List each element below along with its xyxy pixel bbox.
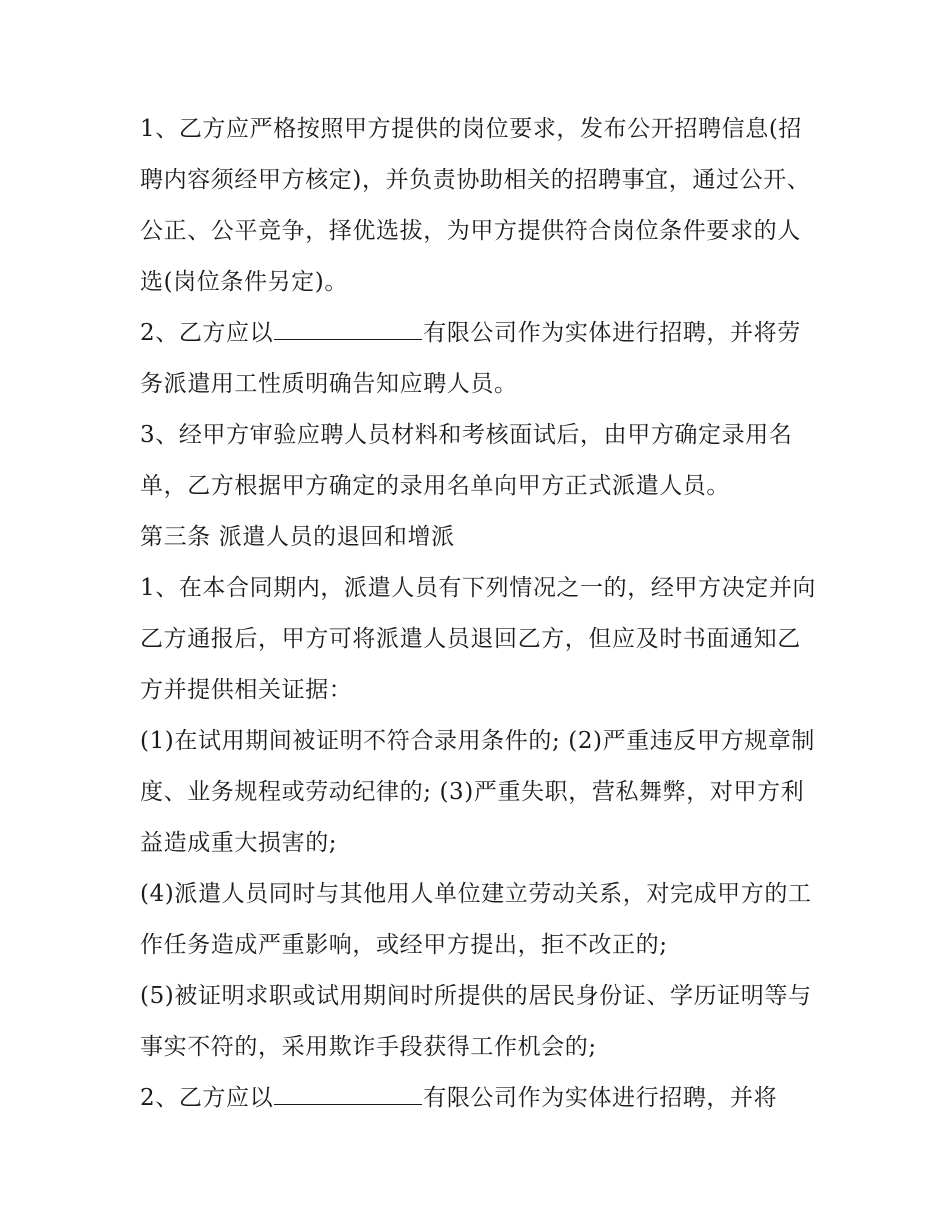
section-heading-article-3: 第三条 派遣人员的退回和增派 xyxy=(140,524,455,550)
document-body xyxy=(140,104,820,1124)
paragraph-hiring-list: 3、经甲方审验应聘人员材料和考核面试后，由甲方确定录用名单，乙方根据甲方确定的录用名单向甲方正式派遣人员。 xyxy=(140,422,793,499)
paragraph-suffix: 有限公司作为实体进行招聘，并将劳务派遣用工性质明确告知应聘人员。 xyxy=(140,320,801,397)
paragraph-suffix: 有限公司作为实体进行招聘，并将 xyxy=(423,1085,778,1111)
paragraph-prefix: 2、乙方应以 xyxy=(140,1085,274,1111)
paragraph-prefix: 2、乙方应以 xyxy=(140,320,274,346)
company-name-blank xyxy=(274,1078,422,1105)
paragraph-recruitment-requirements: 1、乙方应严格按照甲方提供的岗位要求，发布公开招聘信息(招聘内容须经甲方核定)，并负责协助相关的招聘事宜，通过公开、公正、公平竞争，择优选拔，为甲方提供符合岗位条件要求的人选(岗位条件另定)。 xyxy=(140,116,811,295)
paragraph-recruitment-entity xyxy=(140,308,820,410)
paragraph-condition-4: (4)派遣人员同时与其他用人单位建立劳动关系，对完成甲方的工作任务造成严重影响，或经甲方提出，拒不改正的; xyxy=(140,881,812,958)
paragraph-recruitment-entity-repeat xyxy=(140,1073,820,1124)
paragraph-conditions-1-3: (1)在试用期间被证明不符合录用条件的; (2)严重违反甲方规章制度、业务规程或劳动纪律的; (3)严重失职，营私舞弊，对甲方利益造成重大损害的; xyxy=(140,728,816,856)
paragraph-condition-5: (5)被证明求职或试用期间时所提供的居民身份证、学历证明等与事实不符的，采用欺诈手段获得工作机会的; xyxy=(140,983,812,1060)
company-name-blank xyxy=(274,313,422,340)
paragraph-return-conditions: 1、在本合同期内，派遣人员有下列情况之一的，经甲方决定并向乙方通报后，甲方可将派遣人员退回乙方，但应及时书面通知乙方并提供相关证据： xyxy=(140,575,817,703)
